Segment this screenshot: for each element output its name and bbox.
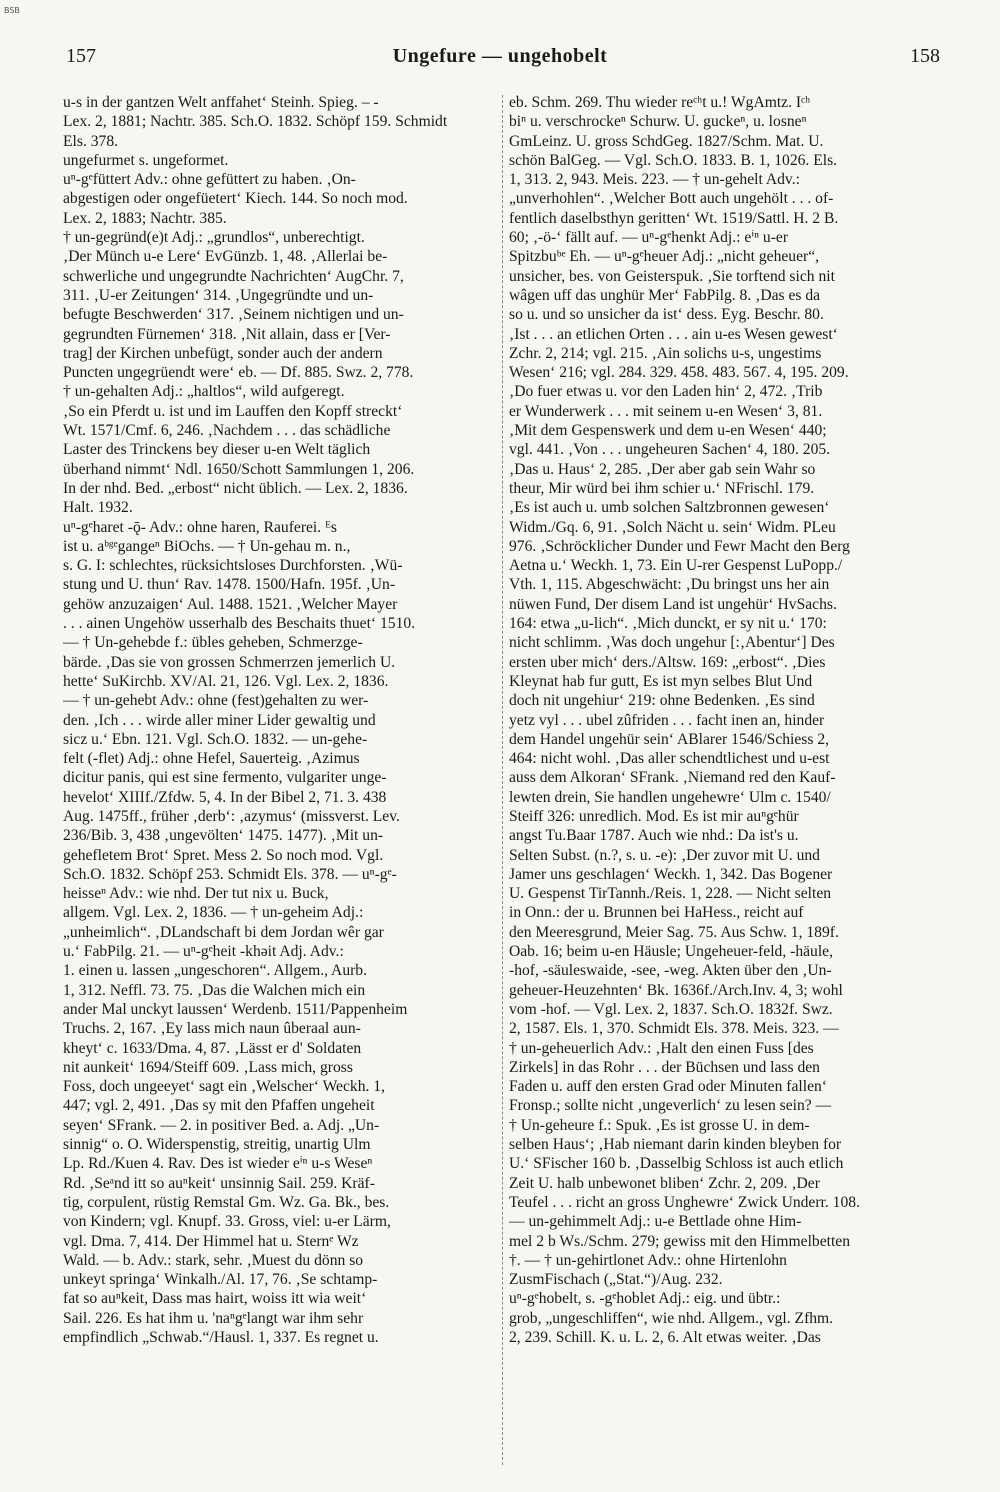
text-line: biⁿ u. verschrockeⁿ Schurw. U. guckeⁿ, u. losneⁿ	[509, 113, 807, 131]
text-line: Aetna u.‘ Weckh. 1, 73. Ein U-rer Gespenst LuPopp./	[509, 557, 843, 575]
running-head: Ungefure — ungehobelt	[392, 45, 608, 67]
text-line: ZusmFischach („Stat.“)/Aug. 232.	[509, 1271, 723, 1289]
text-line: Jamer uns geschlagen‘ Weckh. 1, 342. Das Bogener	[509, 865, 833, 883]
text-line: ‚Mit dem Gespenswerk und dem u-en Wesen‘ 440;	[509, 422, 827, 440]
text-line: Laster des Trinckens bey dieser u-en Welt täglich	[63, 441, 371, 459]
text-line: felt (-flet) Adj.: ohne Hefel, Sauerteig. ‚Azimus	[63, 750, 360, 768]
text-line: Puncten ungegrüendt were‘ eb. — Df. 885. Swz. 2, 778.	[63, 364, 414, 382]
text-line: Rd. ‚Seᵃnd itt so auⁿkeit‘ unsinnig Sail. 259. Kräf-	[63, 1174, 375, 1192]
text-line: 464: nicht wohl. ‚Das aller schendtlichest und u-est	[509, 750, 830, 768]
text-line: geheuer-Heuzehnten‘ Bk. 1636f./Arch.Inv. 4, 3; wohl	[509, 981, 843, 999]
text-line: ist u. aᵇᵍᵉgangeⁿ BiOchs. — † Un-gehau m. n.,	[63, 537, 351, 555]
text-line: — † Un-gehebde f.: übles geheben, Schmerzge-	[63, 634, 363, 652]
text-line: Widm./Gq. 6, 91. ‚Solch Nächt u. sein‘ Widm. PLeu	[509, 518, 836, 536]
text-line: 236/Bib. 3, 438 ‚ungevölten‘ 1475. 1477). ‚Mit un-	[63, 827, 384, 845]
left-column	[63, 93, 499, 1478]
text-line: 1, 313. 2, 943. Meis. 223. — † un-gehelt Adv.:	[509, 171, 800, 189]
text-line: fentlich daselbsthyn geritten‘ Wt. 1519/Sattl. H. 2 B.	[509, 209, 839, 227]
text-line: 164: etwa „u-lich“. ‚Mich dunckt, er sy nit u.‘ 170:	[509, 615, 827, 633]
text-line: grob, „ungeschliffen“, wie nhd. Allgem., vgl. Zfhm.	[509, 1309, 834, 1327]
text-line: sicz u.‘ Ebn. 121. Vgl. Sch.O. 1832. — un-gehe-	[63, 730, 368, 748]
text-line: dicitur panis, qui est sine fermento, vulgariter unge-	[63, 769, 387, 787]
text-line: In der nhd. Bed. „erbost“ nicht üblich. — Lex. 2, 1836.	[63, 479, 408, 497]
library-stamp: BSB	[4, 6, 20, 15]
text-line: ‚Ist . . . an etlichen Orten . . . ain u-es Wesen gewest‘	[509, 325, 838, 343]
text-line: vom -hof. — Vgl. Lex. 2, 1837. Sch.O. 1832f. Swz.	[509, 1000, 833, 1018]
text-line: Aug. 1475ff., früher ‚derb‘: ‚azymus‘ (missverst. Lev.	[63, 807, 400, 825]
text-line: uⁿ-gᵉfüttert Adv.: ohne gefüttert zu haben. ‚On-	[63, 171, 356, 189]
text-line: vgl. Dma. 7, 414. Der Himmel hat u. Sternᵉ Wz	[63, 1232, 359, 1250]
text-line: Sch.O. 1832. Schöpf 253. Schmidt Els. 378. — uⁿ-gᵉ-	[63, 865, 397, 883]
right-column	[509, 93, 941, 1478]
text-line: -hof, -säuleswaide, -see, -weg. Akten über den ‚Un-	[509, 962, 832, 980]
text-line: überhand nimmt‘ Ndl. 1650/Schott Sammlungen 1, 206.	[63, 460, 415, 478]
text-line: 60; ‚-ö-‘ fällt auf. — uⁿ-gᵉhenkt Adj.: eⁱⁿ u-er	[509, 229, 789, 247]
text-line: Halt. 1932.	[63, 499, 133, 517]
text-line: Wt. 1571/Cmf. 6, 246. ‚Nachdem . . . das schädliche	[63, 422, 391, 440]
text-line: Els. 378.	[63, 132, 119, 150]
text-line: schön BalGeg. — Vgl. Sch.O. 1833. B. 1, 1026. Els.	[509, 151, 838, 169]
text-line: † Un-geheure f.: Spuk. ‚Es ist grosse U. in dem-	[509, 1116, 810, 1134]
text-line: kheyt‘ c. 1633/Dma. 4, 87. ‚Lässt er d' Soldaten	[63, 1039, 362, 1057]
text-line: ‚Der Münch u-e Lere‘ EvGünzb. 1, 48. ‚Allerlai be-	[63, 248, 388, 266]
text-line: ‚Es ist auch u. umb solchen Saltzbronnen gewesen‘	[509, 499, 830, 517]
text-line: „unverhohlen“. ‚Welcher Bott auch ungehölt . . . of-	[509, 190, 834, 208]
text-line: unkeyt springa‘ Winkalh./Al. 17, 76. ‚Se schtamp-	[63, 1271, 378, 1289]
text-line: ungefurmet s. ungeformet.	[63, 151, 229, 169]
text-line: ‚Do fuer etwas u. vor den Laden hin‘ 2, 472. ‚Trib	[509, 383, 823, 401]
text-line: Foss, doch ungeeyet‘ sagt ein ‚Welscher‘ Weckh. 1,	[63, 1078, 385, 1096]
text-line: nüwen Fund, Der disem Land ist ungehür‘ HvSachs.	[509, 595, 837, 613]
text-line: u.‘ FabPilg. 21. — uⁿ-gᵉheit -khəit Adj. Adv.:	[63, 943, 344, 961]
text-line: abgestigen oder ongefüetert‘ Kiech. 144. So noch mod.	[63, 190, 408, 208]
text-line: Lex. 2, 1883; Nachtr. 385.	[63, 209, 227, 227]
text-line: allgem. Vgl. Lex. 2, 1836. — † un-geheim Adj.:	[63, 904, 364, 922]
text-line: — † un-gehebt Adv.: ohne (fest)gehalten zu wer-	[63, 692, 369, 710]
right-page-number: 158	[910, 45, 940, 67]
text-line: Teufel . . . richt an gross Unghewre‘ Zwick Underr. 108.	[509, 1193, 860, 1211]
text-line: Faden u. auff den ersten Grad oder Minuten fallen‘	[509, 1078, 827, 1096]
text-line: 1. einen u. lassen „ungeschoren“. Allgem., Aurb.	[63, 962, 368, 980]
text-line: Oab. 16; beim u-en Häusle; Ungeheuer-feld, -häule,	[509, 943, 834, 961]
text-line: Spitzbuᵇᵉ Eh. — uⁿ-gᵉheuer Adj.: „nicht geheuer“,	[509, 248, 820, 266]
text-line: Zchr. 2, 214; vgl. 215. ‚Ain solichs u-s, ungestims	[509, 344, 822, 362]
text-line: auss dem Alkoran‘ SFrank. ‚Niemand red den Kauf-	[509, 769, 836, 787]
text-line: gegrundten Fürnemen‘ 318. ‚Nit allain, dass er [Ver-	[63, 325, 391, 343]
text-line: wâgen uff das unghür Mer‘ FabPilg. 8. ‚Das es da	[509, 286, 821, 304]
text-line: fat so auⁿkeit, Dass mas hairt, woiss itt wia weit‘	[63, 1290, 367, 1308]
text-line: 976. ‚Schröcklicher Dunder und Fewr Macht den Berg	[509, 537, 850, 555]
text-line: den. ‚Ich . . . wirde aller miner Lider gewaltig und	[63, 711, 376, 729]
text-line: ersten uber mich‘ ders./Altsw. 169: „erbost“. ‚Dies	[509, 653, 826, 671]
text-line: gehöw anzuzaigen‘ Aul. 1488. 1521. ‚Welcher Mayer	[63, 595, 398, 613]
text-line: Kleynat hab fur gutt, Es ist myn selbes Blut Und	[509, 672, 813, 690]
text-line: 1, 312. Neffl. 73. 75. ‚Das die Walchen mich ein	[63, 981, 366, 999]
text-line: U.‘ SFischer 160 b. ‚Dasselbig Schloss ist auch etlich	[509, 1155, 844, 1173]
text-line: so u. und so unsicher da ist‘ dess. Eyg. Beschr. 80.	[509, 306, 824, 324]
text-line: † un-gehalten Adj.: „haltlos“, wild aufgeregt.	[63, 383, 345, 401]
text-line: unsicher, bes. von Geisterspuk. ‚Sie torftend sich nit	[509, 267, 835, 285]
text-line: u-s in der gantzen Welt anffahet‘ Steinh. Spieg. – -	[63, 94, 379, 111]
text-line: dem Handel ungehür sein‘ ABlarer 1546/Schiess 2,	[509, 730, 830, 748]
text-line: ‚Das u. Haus‘ 2, 285. ‚Der aber gab sein Wahr so	[509, 460, 816, 478]
text-line: . . . ainen Ungehöw usserhalb des Beschaits thuet‘ 1510.	[63, 615, 416, 633]
text-line: † un-geheuerlich Adv.: ‚Halt den einen Fuss [des	[509, 1039, 814, 1057]
text-line: gehefletem Brot‘ Spret. Mess 2. So noch mod. Vgl.	[63, 846, 384, 864]
text-line: 2, 1587. Els. 1, 370. Schmidt Els. 378. Meis. 323. —	[509, 1020, 839, 1038]
text-line: Sail. 226. Es hat ihm u. 'naⁿgᵉlangt war ihm sehr	[63, 1309, 364, 1327]
column-divider	[502, 95, 504, 1465]
text-line: ander Mal unckyt laussen‘ Werdenb. 1511/Pappenheim	[63, 1000, 408, 1018]
text-line: Selten Subst. (n.?, s. u. -e): ‚Der zuvor mit U. und	[509, 846, 820, 864]
text-line: Steiff 326: unredlich. Mod. Es ist mir auⁿgᵉhür	[509, 807, 799, 825]
text-line: befugte Beschwerden‘ 317. ‚Seinem nichtigen und un-	[63, 306, 404, 324]
text-line: doch nit ungehiur‘ 219: ohne Bedenken. ‚Es sind	[509, 692, 815, 710]
text-line: von Kindern; vgl. Knupf. 33. Gross, viel: u-er Lärm,	[63, 1213, 391, 1231]
text-line: empfindlich „Schwab.“/Hausl. 1, 337. Es regnet u.	[63, 1329, 379, 1346]
text-line: uⁿ-gᵉhobelt, s. -gᵉhoblet Adj.: eig. und übtr.:	[509, 1290, 781, 1308]
text-line: 311. ‚U-er Zeitungen‘ 314. ‚Ungegründte und un-	[63, 286, 374, 304]
text-line: nit aunkeit‘ 1694/Steiff 609. ‚Lass mich, gross	[63, 1058, 353, 1076]
text-line: den Meeresgrund, Meier Sag. 75. Aus Schw. 1, 189f.	[509, 923, 839, 941]
text-line: in Onn.: der u. Brunnen bei HaHess., reicht auf	[509, 904, 804, 922]
text-line: — un-gehimmelt Adj.: u-e Bettlade ohne Him-	[509, 1213, 802, 1231]
text-line: eb. Schm. 269. Thu wieder reᶜʰt u.! WgAmtz. Iᶜʰ	[509, 94, 811, 111]
text-line: tig, corpulent, rüstig Remstal Gm. Wz. Ga. Bk., bes.	[63, 1193, 390, 1211]
text-line: Vth. 1, 115. Abgeschwächt: ‚Du bringst uns her ain	[509, 576, 830, 594]
text-line: U. Gespenst TirTannh./Reis. 1, 228. — Nicht selten	[509, 885, 832, 903]
text-line: hette‘ SuKirchb. XV/Al. 21, 126. Vgl. Lex. 2, 1836.	[63, 672, 389, 690]
text-line: Zirkels] in das Rohr . . . der Büchsen und lass den	[509, 1058, 820, 1076]
text-line: Lex. 2, 1881; Nachtr. 385. Sch.O. 1832. Schöpf 159. Schmidt	[63, 113, 448, 131]
text-line: angst Tu.Baar 1787. Auch wie nhd.: Da ist's u.	[509, 827, 799, 845]
text-line: s. G. I: schlechtes, rücksichtsloses Durchforsten. ‚Wü-	[63, 557, 403, 575]
text-line: †. — † un-gehirtlonet Adv.: ohne Hirtenlohn	[509, 1251, 787, 1269]
text-line: stung und U. thun‘ Rav. 1478. 1500/Hafn. 195f. ‚Un-	[63, 576, 396, 594]
text-line: nicht schlimm. ‚Was doch ungehur [:‚Abentur‘] Des	[509, 634, 835, 652]
text-line: seyen‘ SFrank. — 2. in positiver Bed. a. Adj. „Un-	[63, 1116, 380, 1134]
text-line: † un-gegründ(e)t Adj.: „grundlos“, unberechtigt.	[63, 229, 365, 247]
text-line: bärde. ‚Das sie von grossen Schmerrzen jemerlich U.	[63, 653, 396, 671]
text-line: theur, Mir würd bei ihm schier u.‘ NFrischl. 179.	[509, 479, 815, 497]
text-line: sinnig“ o. O. Widerspenstig, streitig, unartig Ulm	[63, 1136, 371, 1154]
text-line: Zeit U. halb unbewonet bliben‘ Zchr. 2, 209. ‚Der	[509, 1174, 820, 1192]
text-line: selben Haus‘; ‚Hab niemant darin kinden bleyben for	[509, 1136, 842, 1154]
text-line: heisseⁿ Adv.: wie nhd. Der tut nix u. Buck,	[63, 885, 329, 903]
text-line: lewten drein, Sie handlen ungehewre‘ Ulm c. 1540/	[509, 788, 831, 806]
text-line: schwerliche und ungegrundte Nachrichten‘ AugChr. 7,	[63, 267, 404, 285]
text-line: GmLeinz. U. gross SchdGeg. 1827/Schm. Mat. U.	[509, 132, 824, 150]
text-line: „unheimlich“. ‚DLandschaft bi dem Jordan wêr gar	[63, 923, 384, 941]
text-line: yetz vyl . . . ubel zûfriden . . . facht inen an, hinder	[509, 711, 825, 729]
text-line: Lp. Rd./Kuen 4. Rav. Des ist wieder eⁱⁿ u-s Weseⁿ	[63, 1155, 373, 1173]
text-line: Truchs. 2, 167. ‚Ey lass mich naun ûberaal aun-	[63, 1020, 361, 1038]
text-line: vgl. 441. ‚Von . . . ungeheuren Sachen‘ 4, 180. 205.	[509, 441, 831, 459]
text-line: ‚So ein Pferdt u. ist und im Lauffen den Kopff streckt‘	[63, 402, 403, 420]
text-line: trag] der Kirchen unbefügt, sonder auch der andern	[63, 344, 383, 362]
text-line: er Wunderwerk . . . mit seinem u-en Wesen‘ 3, 81.	[509, 402, 823, 420]
left-page-number: 157	[66, 45, 96, 67]
text-line: Fronsp.; sollte nicht ‚ungeverlich‘ zu lesen sein? —	[509, 1097, 832, 1115]
text-line: uⁿ-gᵉharet -ǭ- Adv.: ohne haren, Rauferei. ᴱs	[63, 518, 337, 536]
text-line: mel 2 b Ws./Schm. 279; gewiss mit den Himmelbetten	[509, 1232, 851, 1250]
text-line: 447; vgl. 2, 491. ‚Das sy mit den Pfaffen ungeheit	[63, 1097, 375, 1115]
text-line: Wald. — b. Adv.: stark, sehr. ‚Muest du dönn so	[63, 1251, 364, 1269]
text-line: 2, 239. Schill. K. u. L. 2, 6. Alt etwas weiter. ‚Das	[509, 1329, 821, 1346]
text-line: hevelot‘ XIIIf./Zfdw. 5, 4. In der Bibel 2, 71. 3. 438	[63, 788, 387, 806]
text-line: Wesen‘ 216; vgl. 284. 329. 458. 483. 567. 4, 195. 209.	[509, 364, 849, 382]
